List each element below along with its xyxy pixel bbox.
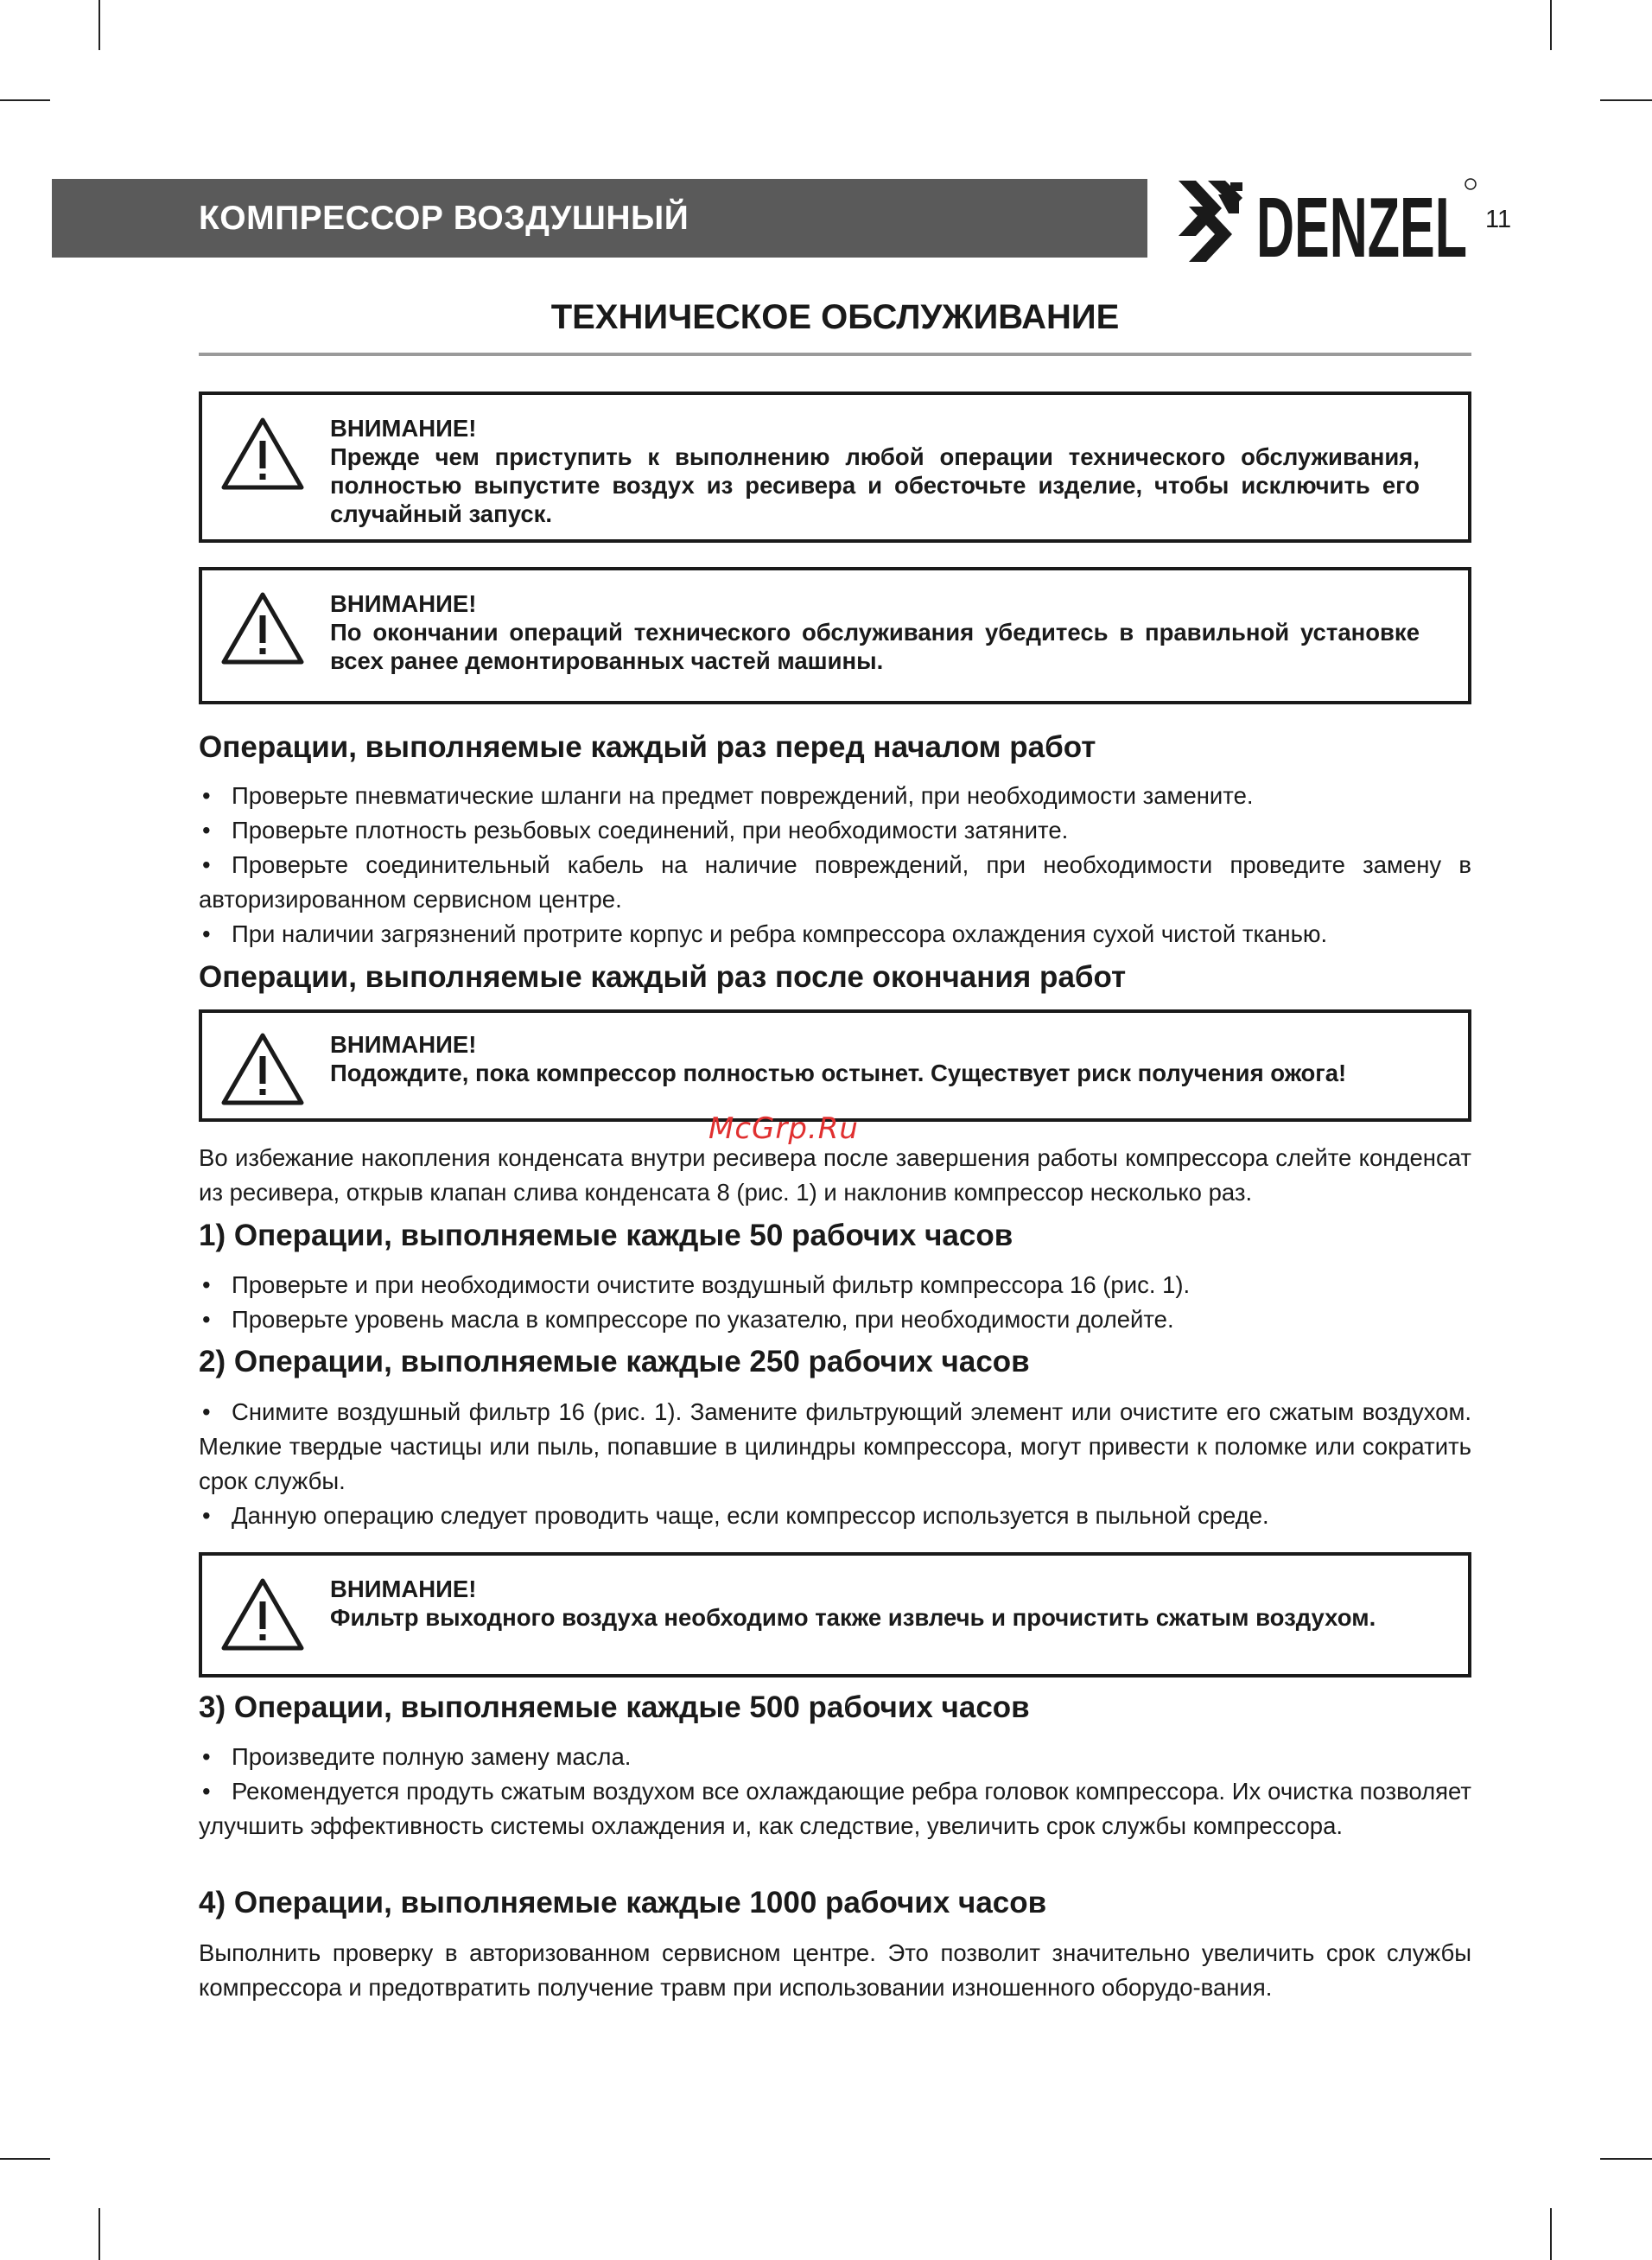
every-50-list — [199, 1268, 1471, 1337]
list-item: • Произведите полную замену масла. — [199, 1740, 1471, 1774]
list-item: • Проверьте и при необходимости очистите воздушный фильтр компрессора 16 (рис. 1). — [199, 1268, 1471, 1302]
every-1000-heading: 4) Операции, выполняемые каждые 1000 рабочих часов — [199, 1886, 1047, 1919]
list-item: • Проверьте плотность резьбовых соединений, при необходимости затяните. — [199, 813, 1471, 848]
warning-box — [199, 567, 1471, 704]
brand-wordmark: DENZEL — [1256, 180, 1467, 266]
warning-text: Подождите, пока компрессор полностью остынет. Существует риск получения ожога! — [330, 1060, 1347, 1086]
header-title: КОМПРЕССОР ВОЗДУШНЫЙ — [199, 200, 689, 237]
after-work-heading: Операции, выполняемые каждый раз после окончания работ — [199, 960, 1127, 994]
warning-text: По окончании операций технического обслуживания убедитесь в правильной установке всех ранее демонтированных частей машины. — [330, 619, 1420, 674]
list-item: • При наличии загрязнений протрите корпус и ребра компрессора охлаждения сухой чистой тканью. — [199, 917, 1471, 952]
warning-triangle-icon — [221, 417, 304, 491]
warning-text: Фильтр выходного воздуха необходимо также извлечь и прочистить сжатым воздухом. — [330, 1604, 1376, 1631]
warning-title: ВНИМАНИЕ! — [330, 1576, 477, 1602]
warning-box — [199, 1009, 1471, 1122]
crop-mark — [1600, 99, 1652, 101]
warning-triangle-icon — [221, 591, 304, 665]
every-500-heading: 3) Операции, выполняемые каждые 500 рабочих часов — [199, 1690, 1030, 1724]
every-500-list — [199, 1740, 1471, 1843]
crop-mark — [0, 99, 50, 101]
page-number: 11 — [1485, 206, 1512, 233]
warning-box — [199, 392, 1471, 543]
every-250-list — [199, 1395, 1471, 1533]
title-divider — [199, 353, 1471, 356]
crop-mark — [1550, 0, 1552, 50]
warning-title: ВНИМАНИЕ! — [330, 415, 477, 442]
section-title: ТЕХНИЧЕСКОЕ ОБСЛУЖИВАНИЕ — [550, 298, 1120, 336]
list-item: • Проверьте соединительный кабель на наличие повреждений, при необходимости проведите замену в авторизированном сервисном центре. — [199, 848, 1471, 917]
list-item: • Рекомендуется продуть сжатым воздухом все охлаждающие ребра головок компрессора. Их очистка позволяет улучшить эффективность системы охлаждения и, как следствие, увеличить срок службы компрессора. — [199, 1774, 1471, 1843]
warning-triangle-icon — [221, 1032, 304, 1106]
watermark: McGrp.Ru — [708, 1111, 859, 1146]
crop-mark — [98, 2208, 100, 2260]
crop-mark — [1600, 2158, 1652, 2160]
crop-mark — [98, 0, 100, 50]
denzel-logo-icon — [1177, 175, 1479, 266]
warning-box — [199, 1552, 1471, 1677]
warning-title: ВНИМАНИЕ! — [330, 590, 477, 617]
after-work-paragraph: Во избежание накопления конденсата внутри ресивера после завершения работы компрессора слейте конденсат из ресивера, открыв клапан слива конденсата 8 (рис. 1) и наклонив компрессор несколько раз. — [199, 1144, 1471, 1206]
before-work-list — [199, 779, 1471, 952]
list-item: • Данную операцию следует проводить чаще, если компрессор используется в пыльной среде. — [199, 1499, 1471, 1533]
every-50-heading: 1) Операции, выполняемые каждые 50 рабочих часов — [199, 1219, 1013, 1252]
warning-triangle-icon — [221, 1577, 304, 1652]
crop-mark — [0, 2158, 50, 2160]
every-250-heading: 2) Операции, выполняемые каждые 250 рабочих часов — [199, 1345, 1030, 1378]
before-work-heading: Операции, выполняемые каждый раз перед началом работ — [199, 730, 1096, 764]
every-1000-paragraph: Выполнить проверку в авторизованном сервисном центре. Это позволит значительно увеличить срок службы компрессора и предотвратить получение травм при использовании изношенного оборудо-вания. — [199, 1939, 1471, 2001]
warning-text: Прежде чем приступить к выполнению любой операции технического обслуживания, полностью выпустите воздух из ресивера и обесточьте изделие, чтобы исключить его случайный запуск. — [330, 443, 1420, 527]
list-item: • Проверьте уровень масла в компрессоре по указателю, при необходимости долейте. — [199, 1302, 1471, 1337]
list-item: • Снимите воздушный фильтр 16 (рис. 1). Замените фильтрующий элемент или очистите его сжатым воздухом. Мелкие твердые частицы или пыль, попавшие в цилиндры компрессора, могут привести к поломке или сократить срок службы. — [199, 1395, 1471, 1499]
crop-mark — [1550, 2208, 1552, 2260]
list-item: • Проверьте пневматические шланги на предмет повреждений, при необходимости замените. — [199, 779, 1471, 813]
warning-title: ВНИМАНИЕ! — [330, 1031, 477, 1058]
